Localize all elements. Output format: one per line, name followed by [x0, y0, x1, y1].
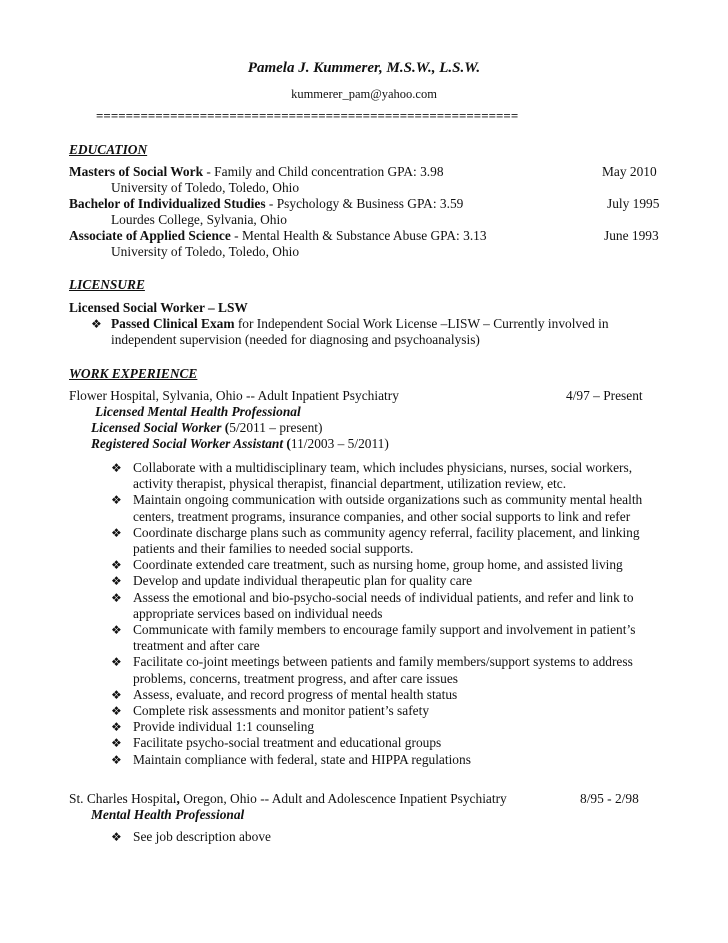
applicant-email[interactable]: kummerer_pam@yahoo.com: [291, 87, 437, 101]
employer-name: St. Charles Hospital: [69, 791, 177, 806]
license-bullet-bold: Passed Clinical Exam: [111, 316, 235, 331]
school-name: Lourdes College, Sylvania, Ohio: [111, 212, 287, 227]
diamond-bullet-icon: ❖: [111, 704, 122, 718]
job1-duty: Communicate with family members to encourage family support and involvement in patient’s: [133, 622, 636, 637]
school-name: University of Toledo, Toledo, Ohio: [111, 244, 300, 259]
education-item-3: [69, 228, 487, 244]
diamond-bullet-icon: ❖: [111, 525, 122, 540]
job1-duty: Coordinate extended care treatment, such as nursing home, group home, and assisted living: [133, 557, 623, 573]
applicant-name: Pamela J. Kummerer, M.S.W., L.S.W.: [247, 60, 481, 76]
job1-duty: Develop and update individual therapeutic plan for quality care: [133, 573, 473, 589]
license-bullet: [111, 316, 609, 332]
license-bullet-continued: independent supervision (needed for diagnosing and psychoanalysis): [111, 332, 480, 347]
job1-duty: Assess the emotional and bio-psycho-social needs of individual patients, and refer and link to: [133, 589, 634, 605]
work-experience-heading: WORK EXPERIENCE: [69, 366, 198, 381]
school-name: University of Toledo, Toledo, Ohio: [111, 180, 300, 195]
job1-duty: Maintain ongoing communication with outside organizations such as community mental health: [133, 492, 643, 508]
employer-detail: Oregon, Ohio -- Adult and Adolescence Inpatient Psychiatry: [179, 791, 507, 806]
employer-comma: ,: [176, 791, 180, 806]
education-heading: EDUCATION: [69, 142, 148, 157]
job1-duty: Complete risk assessments and monitor patient’s safety: [133, 703, 430, 718]
job1-duty: Maintain compliance with federal, state and HIPPA regulations: [133, 751, 471, 767]
job1-duty-continued: patients and their families to needed social supports.: [133, 541, 414, 556]
diamond-bullet-icon: ❖: [111, 623, 122, 637]
job1-title-2: [91, 420, 322, 436]
job1-duty: Collaborate with a multidisciplinary team, which includes physicians, nurses, social workers,: [133, 460, 633, 475]
degree-detail: - Psychology & Business GPA: 3.59: [265, 196, 464, 211]
job1-duty-continued: treatment and after care: [133, 638, 260, 654]
diamond-bullet-icon: ❖: [91, 317, 102, 331]
job-title: Licensed Social Worker: [91, 420, 222, 435]
degree-name: Bachelor of Individualized Studies: [69, 196, 266, 211]
diamond-bullet-icon: ❖: [111, 830, 122, 844]
job1-duty: Facilitate psycho-social treatment and educational groups: [133, 735, 442, 751]
licensure-heading: LICENSURE: [69, 277, 145, 292]
degree-name: Associate of Applied Science: [69, 228, 231, 243]
license-title: Licensed Social Worker – LSW: [69, 300, 248, 315]
job1-duty: Provide individual 1:1 counseling: [133, 719, 315, 735]
degree-detail: - Family and Child concentration GPA: 3.98: [203, 164, 444, 179]
education-item-2: [69, 196, 463, 212]
job1-duty-continued: problems, concerns, treatment progress, and after care issues: [133, 670, 458, 686]
job1-duty: Coordinate discharge plans such as community agency referral, facility placement, and linking: [133, 524, 640, 540]
education-item-1: [69, 164, 444, 180]
job-title: Registered Social Worker Assistant: [91, 436, 284, 451]
job2-employer: [69, 791, 507, 807]
degree-date: May 2010: [602, 164, 657, 179]
diamond-bullet-icon: ❖: [111, 752, 122, 767]
job2-duty: See job description above: [133, 829, 271, 844]
job2-dates: 8/95 - 2/98: [580, 791, 639, 806]
diamond-bullet-icon: ❖: [111, 590, 122, 605]
paren: (: [221, 420, 230, 435]
diamond-bullet-icon: ❖: [111, 655, 122, 670]
degree-name: Masters of Social Work: [69, 164, 204, 179]
diamond-bullet-icon: ❖: [111, 558, 122, 573]
header-divider: =========================================================: [96, 108, 519, 123]
job1-title-3: [91, 436, 389, 452]
job1-title-1: Licensed Mental Health Professional: [95, 404, 301, 419]
degree-date: June 1993: [604, 228, 659, 243]
paren: (: [283, 436, 291, 451]
diamond-bullet-icon: ❖: [111, 574, 122, 589]
diamond-bullet-icon: ❖: [111, 687, 122, 702]
job-title-dates: 5/2011 – present): [229, 420, 323, 435]
job1-duty-continued: activity therapist, physical therapist, financial department, utilization review, etc.: [133, 476, 567, 492]
diamond-bullet-icon: ❖: [111, 736, 122, 751]
diamond-bullet-icon: ❖: [111, 461, 122, 475]
job1-duty-continued: centers, treatment programs, insurance companies, and other social supports to link and refer: [133, 508, 631, 524]
degree-detail: - Mental Health & Substance Abuse GPA: 3.13: [230, 228, 487, 243]
job1-duty: Facilitate co-joint meetings between patients and family members/support systems to address: [133, 654, 633, 670]
job-title-dates: 11/2003 – 5/2011): [290, 436, 389, 451]
diamond-bullet-icon: ❖: [111, 493, 122, 508]
diamond-bullet-icon: ❖: [111, 720, 122, 735]
degree-date: July 1995: [607, 196, 660, 211]
job1-duty: Assess, evaluate, and record progress of mental health status: [133, 686, 458, 702]
job1-duty-continued: appropriate services based on individual needs: [133, 605, 383, 621]
job1-dates: 4/97 – Present: [566, 388, 643, 403]
license-bullet-text: for Independent Social Work License –LISW – Currently involved in: [234, 316, 609, 331]
job2-title: Mental Health Professional: [91, 807, 245, 822]
job1-employer: Flower Hospital, Sylvania, Ohio -- Adult Inpatient Psychiatry: [69, 388, 399, 403]
